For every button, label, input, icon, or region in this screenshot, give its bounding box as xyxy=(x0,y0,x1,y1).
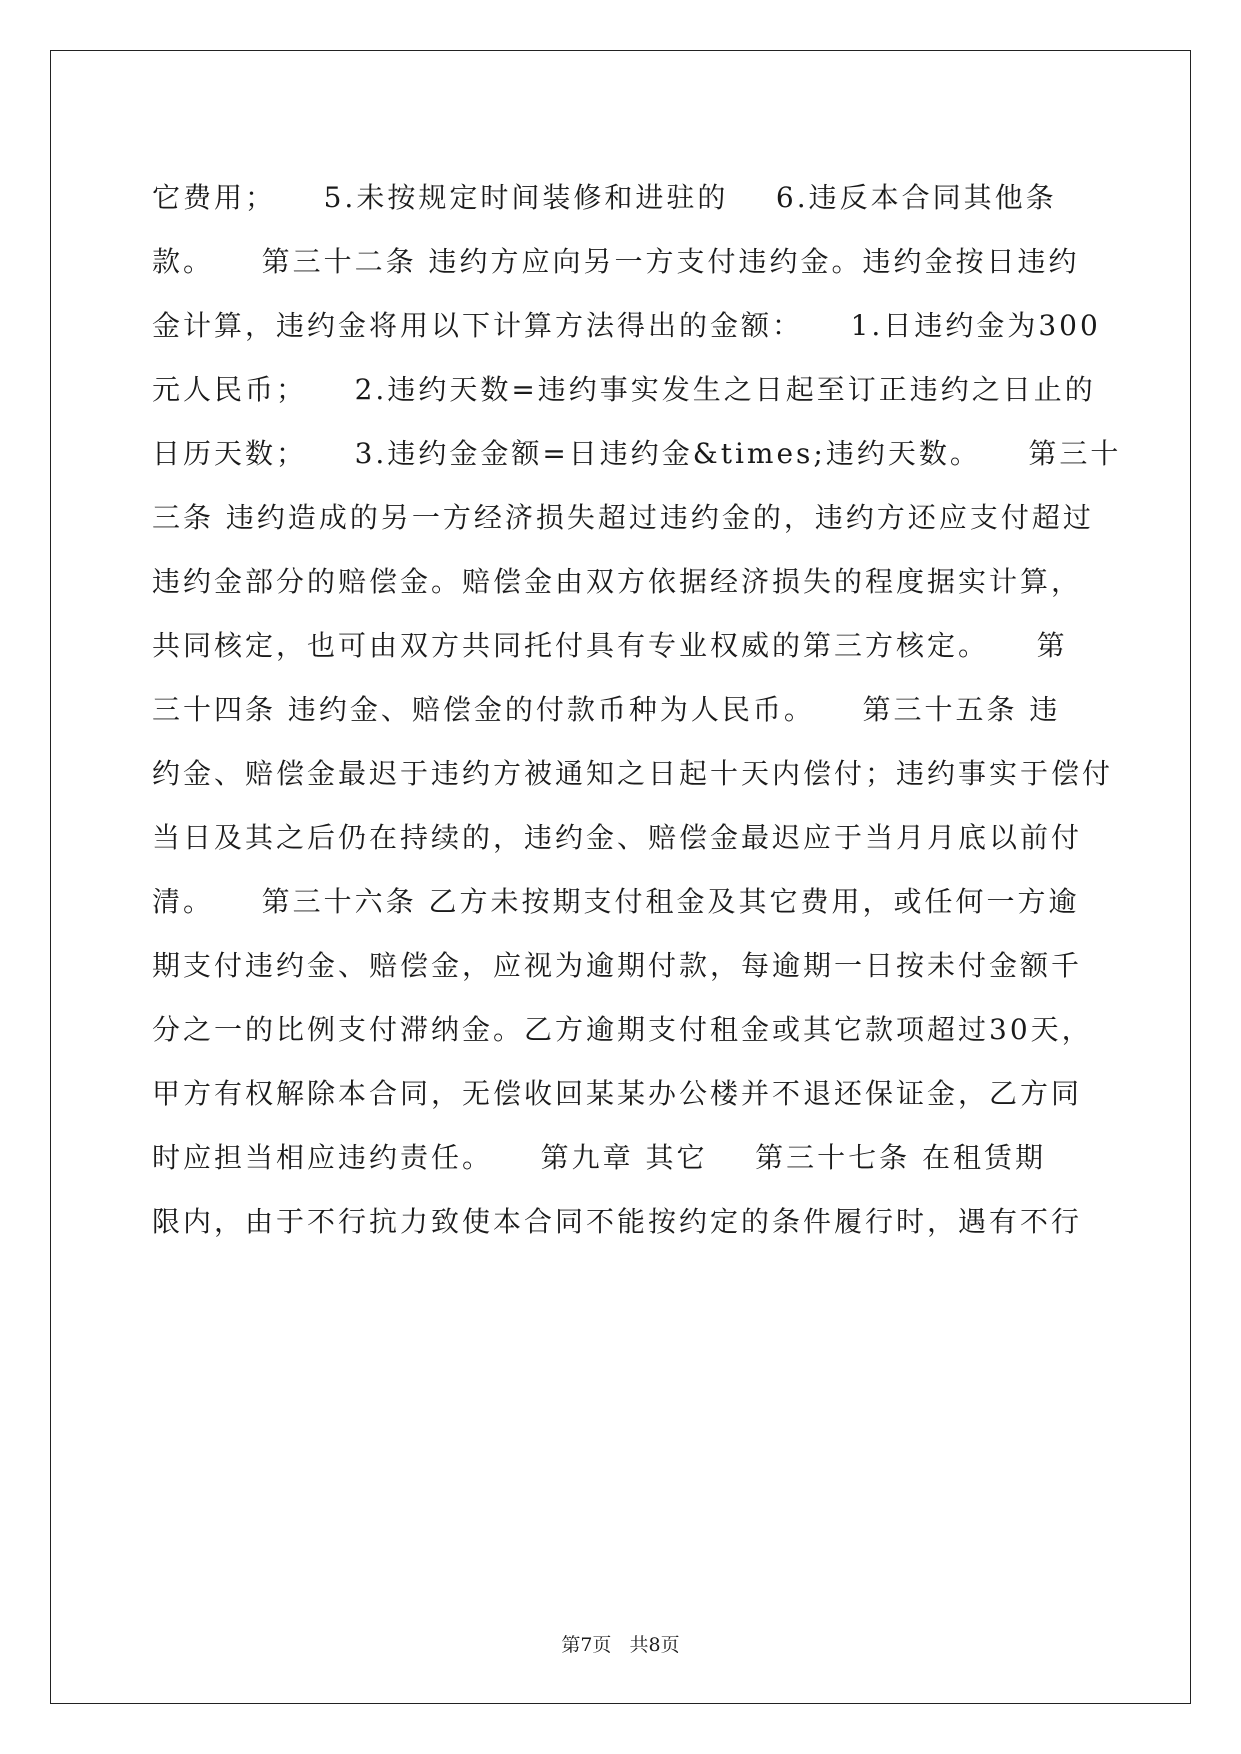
text-line: 元人民币； 2.违约天数=违约事实发生之日起至订正违约之日止的 xyxy=(152,373,1096,406)
text-line: 日历天数； 3.违约金金额=日违约金&times;违约天数。 第三十 xyxy=(152,437,1122,470)
text-line: 期支付违约金、赔偿金，应视为逾期付款，每逾期一日按未付金额千 xyxy=(152,949,1083,982)
text-line: 金计算，违约金将用以下计算方法得出的金额： 1.日违约金为300 xyxy=(152,309,1101,342)
text-line: 当日及其之后仍在持续的，违约金、赔偿金最迟应于当月月底以前付 xyxy=(152,821,1083,854)
text-line: 分之一的比例支付滞纳金。乙方逾期支付租金或其它款项超过30天， xyxy=(152,1013,1093,1046)
text-line: 三十四条 违约金、赔偿金的付款币种为人民币。 第三十五条 违 xyxy=(152,693,1061,726)
text-line: 共同核定，也可由双方共同托付具有专业权威的第三方核定。 第 xyxy=(152,629,1068,662)
text-line: 它费用； 5.未按规定时间装修和进驻的 6.违反本合同其他条 xyxy=(152,181,1057,214)
text-line: 三条 违约造成的另一方经济损失超过违约金的，违约方还应支付超过 xyxy=(152,501,1094,534)
text-line: 违约金部分的赔偿金。赔偿金由双方依据经济损失的程度据实计算， xyxy=(152,565,1083,598)
document-body xyxy=(152,166,1122,1254)
text-line: 清。 第三十六条 乙方未按期支付租金及其它费用，或任何一方逾 xyxy=(152,885,1080,918)
page-number: 第7页 共8页 xyxy=(561,1634,680,1656)
text-line: 款。 第三十二条 违约方应向另一方支付违约金。违约金按日违约 xyxy=(152,245,1080,278)
text-line: 甲方有权解除本合同，无偿收回某某办公楼并不退还保证金，乙方同 xyxy=(152,1077,1083,1110)
text-line: 约金、赔偿金最迟于违约方被通知之日起十天内偿付；违约事实于偿付 xyxy=(152,757,1114,790)
text-line: 时应担当相应违约责任。 第九章 其它 第三十七条 在租赁期 xyxy=(152,1141,1047,1174)
text-line: 限内，由于不行抗力致使本合同不能按约定的条件履行时，遇有不行 xyxy=(152,1205,1083,1238)
